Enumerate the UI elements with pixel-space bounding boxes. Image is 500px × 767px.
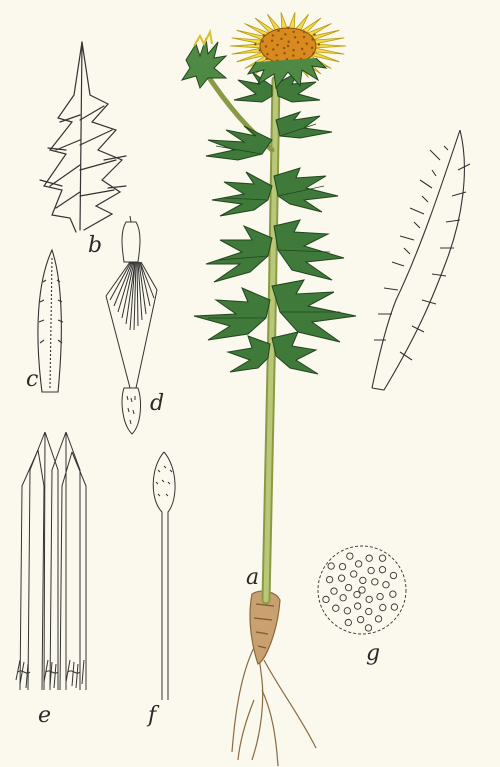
figure-a-plant bbox=[182, 12, 356, 766]
plant-roots bbox=[232, 591, 316, 766]
figure-f-label: f bbox=[148, 703, 157, 728]
figure-d-label: d bbox=[150, 391, 165, 416]
figure-g-label: g bbox=[366, 641, 381, 666]
figure-c-bract bbox=[38, 250, 63, 392]
figure-f-style bbox=[153, 452, 175, 700]
figure-e-anthers bbox=[16, 432, 86, 690]
plant-flower-head bbox=[230, 12, 346, 88]
figure-g-pollen bbox=[318, 546, 406, 634]
detached-leaf bbox=[372, 130, 470, 390]
figure-e-label: e bbox=[38, 703, 52, 728]
figure-b-leaf bbox=[40, 42, 126, 232]
figure-c-label: c bbox=[26, 367, 39, 392]
figure-b-label: b bbox=[88, 233, 103, 258]
figure-a-label: a bbox=[246, 565, 260, 590]
plant-bud bbox=[182, 32, 226, 88]
